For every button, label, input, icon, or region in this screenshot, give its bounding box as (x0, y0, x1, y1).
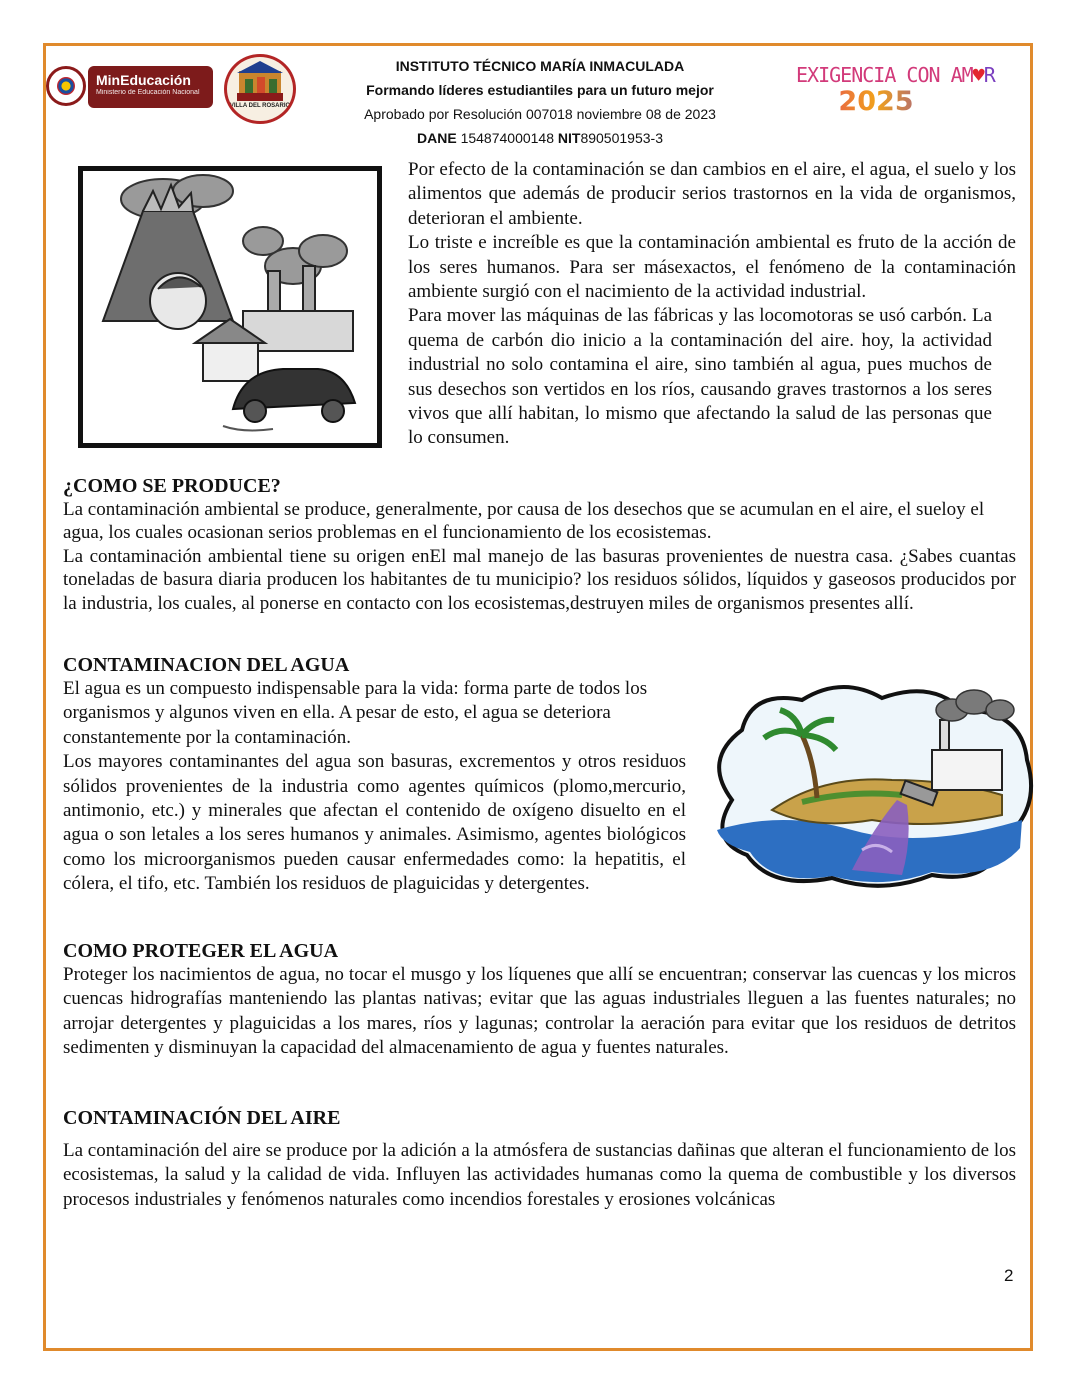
dane-value: 154874000148 (460, 130, 554, 146)
proteger-agua-text (63, 963, 1016, 1061)
como-se-produce-text (63, 498, 1016, 615)
campaign-slogan (796, 62, 995, 88)
water-pollution-drawing (702, 680, 1038, 890)
heart-icon: ♥ (972, 63, 984, 87)
heading-contaminacion-agua: CONTAMINACION DEL AGUA (63, 654, 350, 676)
mineducacion-logo (88, 66, 213, 108)
como-se-produce-paragraph-2: La contaminación ambiental tiene su origen enEl mal manejo de las basuras provenientes de nuestra casa. ¿Sabes cuantas toneladas de basura diaria producen los habitantes de tu municipio? los residuos sólidos, líquidos y gaseosos producidos por la industria, los cuales, al ponerse en contacto con los ecosistemas,destruyen miles de organismos presentes allí. (63, 545, 1016, 614)
contaminacion-agua-paragraph-1: El agua es un compuesto indispensable para la vida: forma parte de todos los organismos y algunos viven en ella. A pesar de esto, el agua se deteriora constantemente por la contaminación. (63, 678, 648, 748)
contaminacion-agua-text (63, 677, 686, 897)
campaign-year: 2025 (796, 88, 956, 116)
campaign-slogan-end: R (983, 63, 995, 87)
pollution-illustration (78, 166, 382, 448)
colombia-shield-logo (46, 66, 86, 106)
nit-value: 890501953-3 (580, 130, 663, 146)
resolution-line: Aprobado por Resolución 007018 noviembre 08 de 2023 (364, 106, 716, 122)
school-crest-caption: VILLA DEL ROSARIO (229, 103, 291, 109)
nit-label: NIT (557, 130, 581, 146)
contaminacion-agua-paragraph-2: Los mayores contaminantes del agua son basuras, excrementos y otros residuos sólidos provenientes de la industria como agentes químicos (plomo,mercurio, antimonio, etc.) y minerales que afectan el contenido de oxígeno disuelto en el agua o son letales a los seres humanos y animales. Asimismo, agentes biológicos como los microorganismos pueden causar enfermedades como: la hepatitis, el cólera, el tifo, etc. También los residuos de plaguicidas y detergentes. (63, 751, 686, 895)
proteger-agua-paragraph-1: Proteger los nacimientos de agua, no tocar el musgo y los líquenes que allí se encuentran; conservar las cuencas y los micros cuencas hidrografías manteniendo las plantas nativas; evitar que las aguas industriales lleguen a las fuentes naturales; no arrojar detergentes y plaguicidas a los mares, ríos y lagunas; controlar la aeración para evitar que los residuos de detritos sedimenten y disminuyan la capacidad del almacenamiento de agua y fuentes naturales. (63, 964, 1016, 1059)
pollution-drawing (83, 171, 377, 443)
contaminacion-aire-text (63, 1139, 1016, 1212)
mineducacion-title: MinEducación (96, 72, 191, 88)
heading-proteger-agua: COMO PROTEGER EL AGUA (63, 940, 339, 962)
intro-text (408, 158, 1016, 451)
campaign-slogan-text: EXIGENCIA CON AM (796, 63, 973, 87)
intro-paragraph-2: Lo triste e increíble es que la contaminación ambiental es fruto de la acción de los seres humanos. Para ser másexactos, el fenómeno de la contaminación ambiente surgió con el nacimiento de la actividad industrial. (408, 232, 1016, 303)
letterhead (0, 0, 1080, 150)
institution-motto: Formando líderes estudiantiles para un futuro mejor (366, 82, 714, 98)
page-number: 2 (1004, 1266, 1014, 1285)
heading-como-se-produce: ¿COMO SE PRODUCE? (63, 475, 281, 497)
school-crest-logo (224, 54, 296, 124)
heading-contaminacion-aire: CONTAMINACIÓN DEL AIRE (63, 1107, 341, 1129)
institution-header-text (330, 54, 750, 150)
intro-paragraph-3: Para mover las máquinas de las fábricas y las locomotoras se usó carbón. La quema de carbón dio inicio a la contaminación del aire. hoy, la actividad industrial no solo contamina el aire, sino también al agua, pues muchos de sus desechos son vertidos en los ríos, causando graves trastornos a los seres vivos que allí habitan, lo mismo que afectando la salud de las personas que lo consumen. (408, 305, 992, 449)
campaign-logo (796, 62, 995, 122)
como-se-produce-paragraph-1: La contaminación ambiental se produce, generalmente, por causa de los desechos que se acumulan en el aire, el sueloy el agua, los cuales ocasionan serios problemas en el funcionamiento de los ecosistemas. (63, 499, 985, 544)
mineducacion-subtitle: Ministerio de Educación Nacional (96, 89, 200, 96)
contaminacion-aire-paragraph-1: La contaminación del aire se produce por la adición a la atmósfera de sustancias dañinas que alteran el funcionamiento de los ecosistemas, la salud y la calidad de vida. Influyen las actividades humanas como la quema de combustible y los diversos procesos industriales y fenómenos naturales como incendios forestales y erosiones volcánicas (63, 1140, 1016, 1210)
institution-name: INSTITUTO TÉCNICO MARÍA INMACULADA (395, 58, 685, 74)
dane-label: DANE (417, 130, 457, 146)
water-pollution-illustration (702, 680, 1038, 890)
intro-paragraph-1: Por efecto de la contaminación se dan cambios en el aire, el agua, el suelo y los alimentos que además de producir serios trastornos en la vida de organismos, deterioran el ambiente. (408, 159, 1016, 229)
dane-nit-line (330, 126, 750, 150)
